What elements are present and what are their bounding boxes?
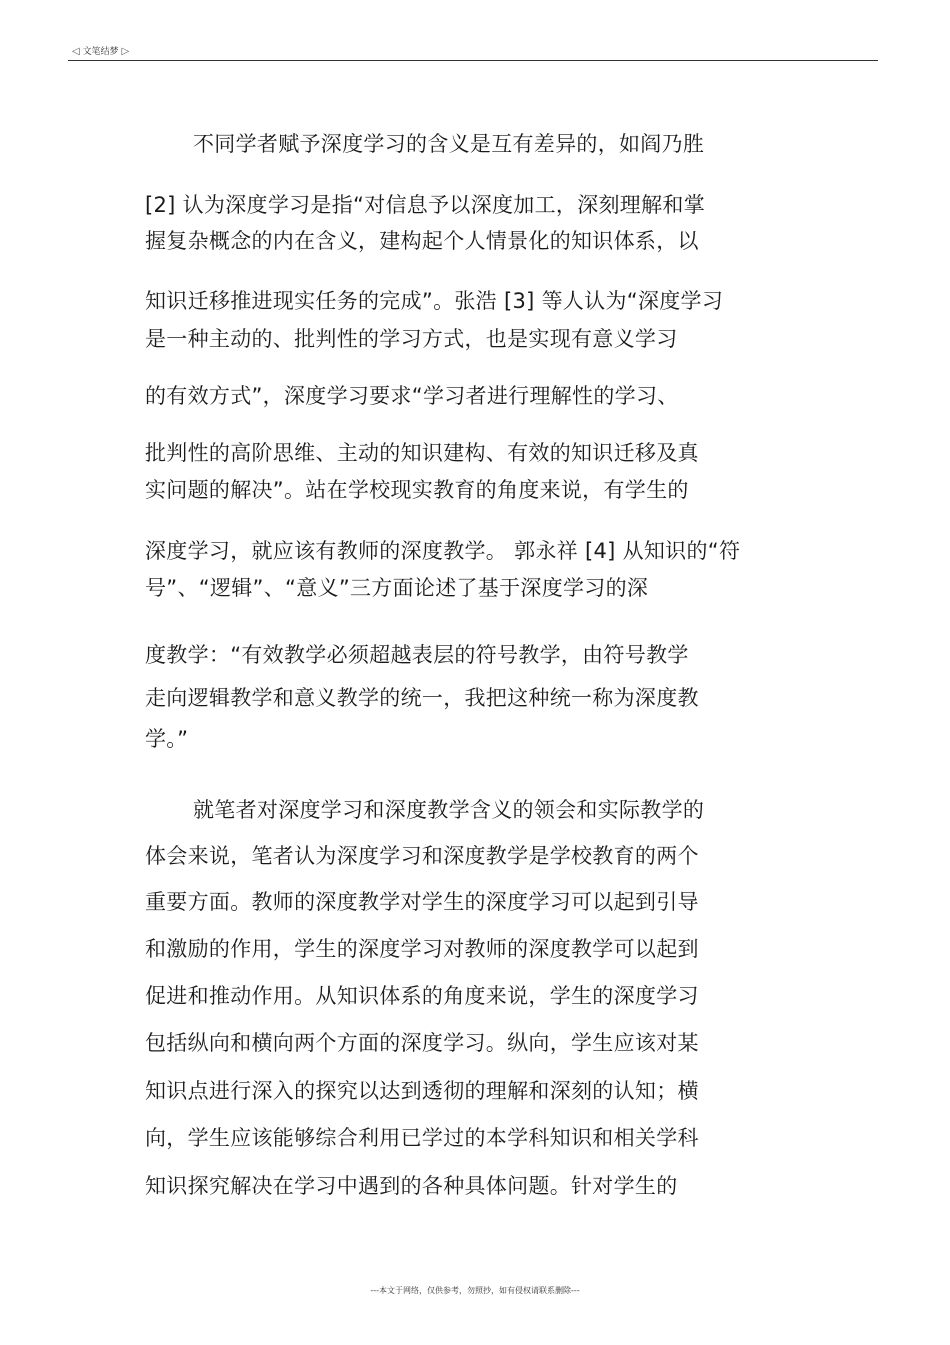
paragraph-1-line-5: 是一种主动的、批判性的学习方式，也是实现有意义学习 <box>145 327 678 351</box>
paragraph-1-line-12: 走向逻辑教学和意义教学的统一，我把这种统一称为深度教 <box>145 686 699 710</box>
paragraph-1-line-7: 批判性的高阶思维、主动的知识建构、有效的知识迁移及真 <box>145 441 699 465</box>
page-footer: ---本文于网络，仅供参考，勿照抄，如有侵权请联系删除--- <box>370 1286 580 1295</box>
paragraph-2-line-2: 体会来说，笔者认为深度学习和深度教学是学校教育的两个 <box>145 844 699 868</box>
paragraph-1-line-13: 学。” <box>145 727 189 751</box>
paragraph-1-line-11: 度教学：“有效教学必须超越表层的符号教学，由符号教学 <box>145 643 689 667</box>
header-title: 文笔结梦 <box>82 47 119 57</box>
paragraph-1-line-3: 握复杂概念的内在含义，建构起个人情景化的知识体系，以 <box>145 229 699 253</box>
paragraph-1-line-1: 不同学者赋予深度学习的含义是互有差异的，如阎乃胜 <box>193 132 705 156</box>
paragraph-1-line-4: 知识迁移推进现实任务的完成”。张浩 [3] 等人认为“深度学习 <box>145 289 724 313</box>
header-divider <box>68 60 878 61</box>
paragraph-2-line-8: 向，学生应该能够综合利用已学过的本学科知识和相关学科 <box>145 1126 699 1150</box>
paragraph-2-line-9: 知识探究解决在学习中遇到的各种具体问题。针对学生的 <box>145 1174 678 1198</box>
page-header <box>72 44 129 57</box>
paragraph-1-line-6: 的有效方式”，深度学习要求“学习者进行理解性的学习、 <box>145 384 679 408</box>
paragraph-2-line-6: 包括纵向和横向两个方面的深度学习。纵向，学生应该对某 <box>145 1031 699 1055</box>
paragraph-2-line-1: 就笔者对深度学习和深度教学含义的领会和实际教学的 <box>193 798 705 822</box>
paragraph-2-line-5: 促进和推动作用。从知识体系的角度来说，学生的深度学习 <box>145 984 699 1008</box>
paragraph-2-line-4: 和激励的作用，学生的深度学习对教师的深度教学可以起到 <box>145 937 699 961</box>
paragraph-1-line-9: 深度学习，就应该有教师的深度教学。 郭永祥 [4] 从知识的“符 <box>145 539 741 563</box>
paragraph-1-line-10: 号”、“逻辑”、“意义”三方面论述了基于深度学习的深 <box>145 576 649 600</box>
paragraph-1-line-8: 实问题的解决”。站在学校现实教育的角度来说，有学生的 <box>145 478 689 502</box>
paragraph-2-line-3: 重要方面。教师的深度教学对学生的深度学习可以起到引导 <box>145 890 699 914</box>
paragraph-2-line-7: 知识点进行深入的探究以达到透彻的理解和深刻的认知；横 <box>145 1079 699 1103</box>
triangle-right-icon: ▷ <box>121 46 130 57</box>
triangle-left-icon: ◁ <box>72 46 80 57</box>
paragraph-1-line-2: [2] 认为深度学习是指“对信息予以深度加工，深刻理解和掌 <box>145 193 705 217</box>
